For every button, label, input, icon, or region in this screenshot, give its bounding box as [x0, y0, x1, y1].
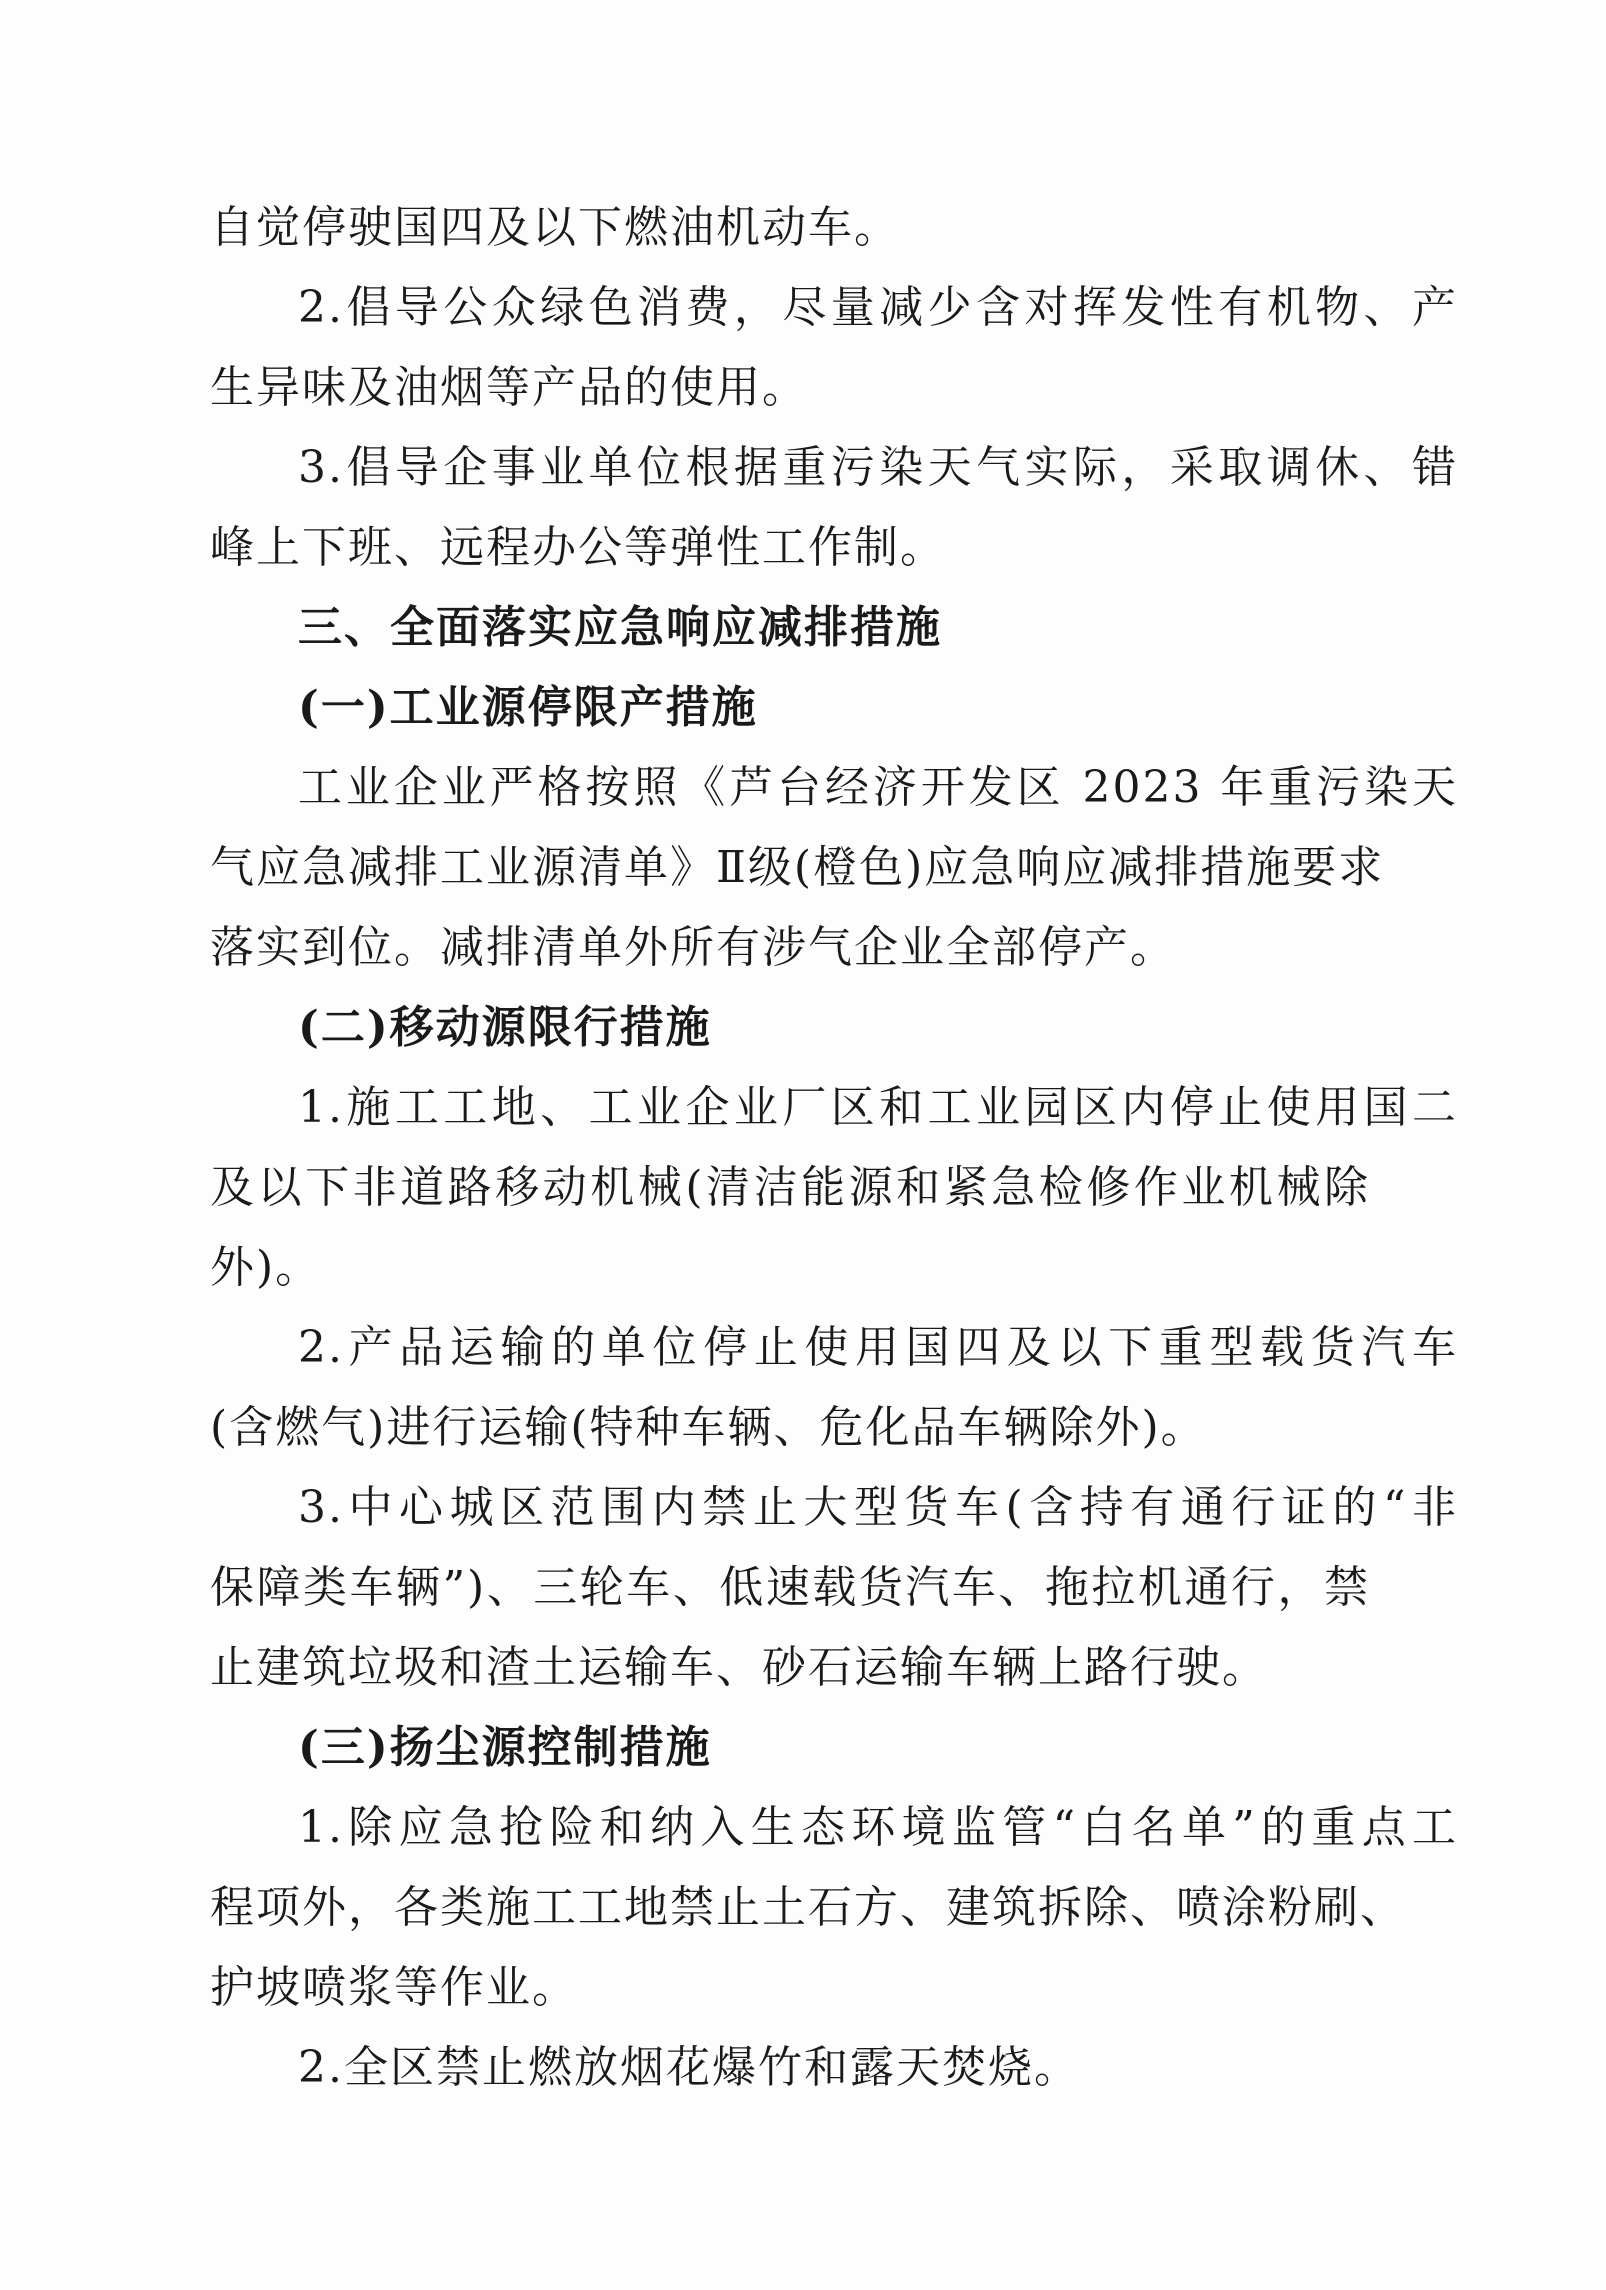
text-line: 止建筑垃圾和渣土运输车、砂石运输车辆上路行驶。 — [210, 1642, 1268, 1693]
text-line: 3.中心城区范围内禁止大型货车(含持有通行证的“非 — [298, 1482, 1458, 1533]
text-line: 生异味及油烟等产品的使用。 — [210, 362, 808, 413]
text-line: (含燃气)进行运输(特种车辆、危化品车辆除外)。 — [210, 1402, 1207, 1453]
text-line: 2.倡导公众绿色消费，尽量减少含对挥发性有机物、产 — [298, 282, 1458, 333]
text-line: 程项外，各类施工工地禁止土石方、建筑拆除、喷涂粉刷、 — [210, 1882, 1406, 1933]
text-line: 气应急减排工业源清单》Ⅱ级(橙色)应急响应减排措施要求 — [210, 842, 1385, 893]
subsection-heading: (二)移动源限行措施 — [298, 1002, 712, 1053]
text-line: 2.产品运输的单位停止使用国四及以下重型载货汽车 — [298, 1322, 1458, 1373]
text-line: 峰上下班、远程办公等弹性工作制。 — [210, 522, 946, 573]
text-line: 1.施工工地、工业企业厂区和工业园区内停止使用国二 — [298, 1082, 1458, 1133]
section-heading: 三、全面落实应急响应减排措施 — [298, 602, 942, 653]
text-line: 1.除应急抢险和纳入生态环境监管“白名单”的重点工 — [298, 1802, 1458, 1853]
text-line: 护坡喷浆等作业。 — [210, 1962, 578, 2013]
subsection-heading: (一)工业源停限产措施 — [298, 682, 758, 733]
text-line: 保障类车辆”)、三轮车、低速载货汽车、拖拉机通行，禁 — [210, 1562, 1370, 1613]
text-line: 工业企业严格按照《芦台经济开发区 2023 年重污染天 — [298, 762, 1458, 813]
subsection-heading: (三)扬尘源控制措施 — [298, 1722, 712, 1773]
text-line: 自觉停驶国四及以下燃油机动车。 — [210, 202, 900, 253]
text-line: 3.倡导企事业单位根据重污染天气实际，采取调休、错 — [298, 442, 1458, 493]
text-line: 及以下非道路移动机械(清洁能源和紧急检修作业机械除 — [210, 1162, 1370, 1213]
text-line: 外)。 — [210, 1242, 322, 1293]
text-line: 落实到位。减排清单外所有涉气企业全部停产。 — [210, 922, 1176, 973]
text-line: 2.全区禁止燃放烟花爆竹和露天焚烧。 — [298, 2042, 1080, 2093]
